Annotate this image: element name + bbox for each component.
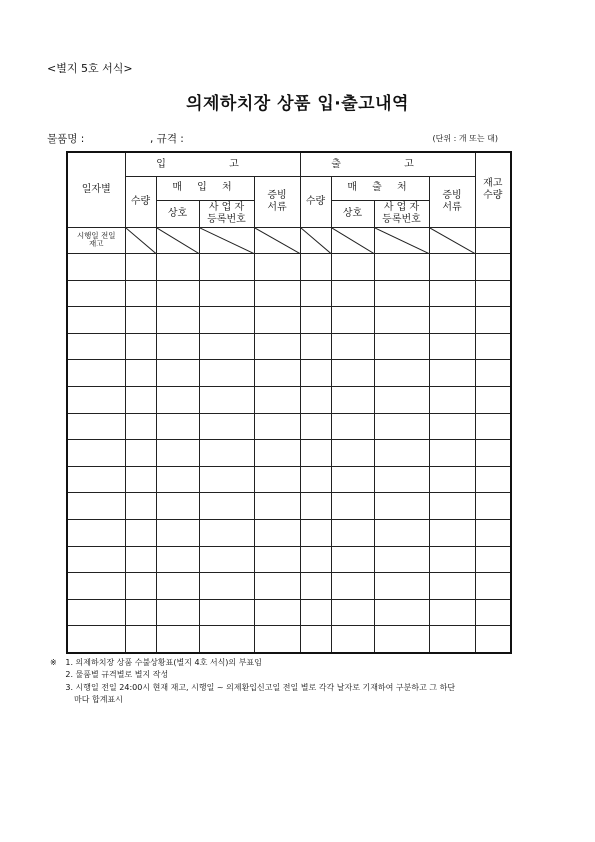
diagonal-line bbox=[200, 228, 254, 254]
table-cell[interactable] bbox=[254, 413, 300, 440]
table-cell[interactable] bbox=[67, 360, 125, 387]
diagonal-line bbox=[375, 228, 429, 254]
inbound-business-name-header: 상호 bbox=[156, 200, 199, 227]
diagonal-cell bbox=[429, 227, 475, 254]
diagonal-cell bbox=[156, 227, 199, 254]
table-cell[interactable] bbox=[429, 573, 475, 600]
table-cell[interactable] bbox=[331, 387, 374, 414]
table-cell[interactable] bbox=[374, 333, 429, 360]
diagonal-cell bbox=[125, 227, 156, 254]
table-row bbox=[67, 360, 511, 387]
diagonal-line bbox=[332, 228, 374, 254]
table-cell[interactable] bbox=[156, 254, 199, 281]
inbound-evidence-header bbox=[254, 176, 300, 227]
table-cell[interactable] bbox=[475, 599, 511, 626]
table-cell[interactable] bbox=[300, 466, 331, 493]
table-cell[interactable] bbox=[254, 466, 300, 493]
table-cell[interactable] bbox=[156, 440, 199, 467]
table-cell[interactable] bbox=[199, 546, 254, 573]
diagonal-cell bbox=[254, 227, 300, 254]
table-row bbox=[67, 307, 511, 334]
outbound-quantity-header: 수량 bbox=[300, 176, 331, 227]
table-cell[interactable] bbox=[475, 307, 511, 334]
table-cell[interactable] bbox=[125, 573, 156, 600]
note-item-1 bbox=[50, 657, 540, 669]
table-cell[interactable] bbox=[199, 573, 254, 600]
table-cell[interactable] bbox=[374, 387, 429, 414]
table-cell[interactable] bbox=[199, 280, 254, 307]
table-cell[interactable] bbox=[156, 520, 199, 547]
note-text: 물품별 규격별로 별지 작성 bbox=[75, 670, 169, 680]
reg-line2: 등록번호 bbox=[207, 213, 246, 225]
table-cell[interactable] bbox=[125, 546, 156, 573]
table-cell[interactable] bbox=[429, 546, 475, 573]
table-cell[interactable] bbox=[67, 493, 125, 520]
evidence-line1: 증빙 bbox=[267, 190, 287, 201]
table-cell[interactable] bbox=[374, 254, 429, 281]
table-cell[interactable] bbox=[199, 466, 254, 493]
table-row bbox=[67, 493, 511, 520]
table-cell[interactable] bbox=[475, 254, 511, 281]
table-cell[interactable] bbox=[429, 493, 475, 520]
stock-line2: 수량 bbox=[483, 189, 503, 201]
table-cell[interactable] bbox=[374, 599, 429, 626]
table-row bbox=[67, 626, 511, 653]
table-cell[interactable] bbox=[429, 413, 475, 440]
table-cell[interactable] bbox=[300, 360, 331, 387]
table-cell[interactable] bbox=[429, 440, 475, 467]
table-cell[interactable] bbox=[67, 307, 125, 334]
table-cell[interactable] bbox=[331, 413, 374, 440]
table-cell[interactable] bbox=[300, 333, 331, 360]
diagonal-line bbox=[301, 228, 331, 254]
reg-line1: 사 업 자 bbox=[383, 202, 420, 213]
table-cell[interactable] bbox=[374, 626, 429, 653]
table-cell[interactable] bbox=[475, 360, 511, 387]
table-row bbox=[67, 440, 511, 467]
table-cell[interactable] bbox=[156, 466, 199, 493]
note-item-3 bbox=[50, 682, 540, 694]
table-cell[interactable] bbox=[125, 280, 156, 307]
outbound-header: 출 고 bbox=[300, 152, 475, 176]
table-cell[interactable] bbox=[300, 280, 331, 307]
table-cell[interactable] bbox=[475, 520, 511, 547]
reg-line2: 등록번호 bbox=[382, 213, 421, 225]
table-cell[interactable] bbox=[199, 307, 254, 334]
table-cell[interactable] bbox=[156, 573, 199, 600]
table-cell[interactable] bbox=[125, 360, 156, 387]
diagonal-line bbox=[430, 228, 475, 254]
page-title: 의제하치장 상품 입·출고내역 bbox=[186, 94, 409, 114]
evidence-line2: 서류 bbox=[267, 201, 287, 213]
table-cell[interactable] bbox=[429, 626, 475, 653]
diagonal-line bbox=[157, 228, 199, 254]
table-cell[interactable] bbox=[429, 307, 475, 334]
table-cell[interactable] bbox=[429, 599, 475, 626]
table-cell[interactable] bbox=[199, 520, 254, 547]
table-cell[interactable] bbox=[254, 387, 300, 414]
evidence-line2: 서류 bbox=[442, 201, 462, 213]
table-cell[interactable] bbox=[156, 307, 199, 334]
stock-line1: 재고 bbox=[483, 178, 503, 190]
table-row bbox=[67, 280, 511, 307]
inbound-header: 입 고 bbox=[125, 152, 300, 176]
table-cell[interactable] bbox=[475, 227, 511, 254]
note-mark: ※ bbox=[50, 658, 57, 667]
table-cell[interactable] bbox=[374, 360, 429, 387]
table-cell[interactable] bbox=[67, 626, 125, 653]
table-cell[interactable] bbox=[429, 520, 475, 547]
table-cell[interactable] bbox=[67, 599, 125, 626]
table-cell[interactable] bbox=[125, 466, 156, 493]
table-cell[interactable] bbox=[125, 413, 156, 440]
table-cell[interactable] bbox=[254, 520, 300, 547]
seller-header: 매 입 처 bbox=[156, 176, 254, 200]
table-cell[interactable] bbox=[67, 440, 125, 467]
table-cell[interactable] bbox=[125, 307, 156, 334]
table-cell[interactable] bbox=[156, 493, 199, 520]
table-row bbox=[67, 546, 511, 573]
outbound-evidence-header bbox=[429, 176, 475, 227]
table-cell[interactable] bbox=[475, 626, 511, 653]
table-cell[interactable] bbox=[125, 387, 156, 414]
table-row bbox=[67, 573, 511, 600]
table-cell[interactable] bbox=[331, 573, 374, 600]
table-cell[interactable] bbox=[199, 413, 254, 440]
table-cell[interactable] bbox=[199, 493, 254, 520]
table-cell[interactable] bbox=[429, 387, 475, 414]
table-cell[interactable] bbox=[475, 466, 511, 493]
table-cell[interactable] bbox=[331, 333, 374, 360]
inbound-reg-number-header bbox=[199, 200, 254, 227]
note-text: 시행일 전일 24:00시 현재 재고, 시행일 ~ 의제환입신고일 전일 별로 각각 날자로 기재하여 구분하고 그 하단 bbox=[75, 682, 456, 692]
table-cell[interactable] bbox=[254, 573, 300, 600]
note-text: 의제하치장 상품 수불상황표(별지 4호 서식)의 부표임 bbox=[75, 658, 262, 667]
table-cell[interactable] bbox=[199, 333, 254, 360]
table-cell[interactable] bbox=[300, 520, 331, 547]
note-item-2 bbox=[50, 669, 540, 681]
table-cell[interactable] bbox=[429, 280, 475, 307]
table-cell[interactable] bbox=[429, 466, 475, 493]
table-cell[interactable] bbox=[125, 520, 156, 547]
table-cell[interactable] bbox=[300, 493, 331, 520]
diagonal-cell bbox=[199, 227, 254, 254]
table-cell[interactable] bbox=[331, 520, 374, 547]
inbound-quantity-header: 수량 bbox=[125, 176, 156, 227]
table-cell[interactable] bbox=[199, 387, 254, 414]
table-cell[interactable] bbox=[429, 254, 475, 281]
notes bbox=[50, 657, 540, 707]
diagonal-line bbox=[126, 228, 156, 254]
table-cell[interactable] bbox=[429, 333, 475, 360]
table-cell[interactable] bbox=[374, 546, 429, 573]
table-cell[interactable] bbox=[300, 599, 331, 626]
ledger-table bbox=[66, 151, 512, 654]
table-cell[interactable] bbox=[67, 280, 125, 307]
table-cell[interactable] bbox=[156, 546, 199, 573]
table-cell[interactable] bbox=[331, 360, 374, 387]
outbound-reg-number-header bbox=[374, 200, 429, 227]
opening-line1: 시행일 전일 bbox=[76, 230, 116, 240]
diagonal-line bbox=[255, 228, 300, 254]
table-cell[interactable] bbox=[67, 413, 125, 440]
table-cell[interactable] bbox=[331, 254, 374, 281]
table-cell[interactable] bbox=[300, 546, 331, 573]
table-cell[interactable] bbox=[67, 466, 125, 493]
table-cell[interactable] bbox=[475, 413, 511, 440]
note-number: 1. bbox=[65, 658, 73, 667]
table-cell[interactable] bbox=[125, 333, 156, 360]
table-cell[interactable] bbox=[475, 333, 511, 360]
table-cell[interactable] bbox=[67, 573, 125, 600]
table-cell[interactable] bbox=[67, 520, 125, 547]
table-cell[interactable] bbox=[199, 626, 254, 653]
table-row bbox=[67, 520, 511, 547]
table-cell[interactable] bbox=[125, 626, 156, 653]
table-cell[interactable] bbox=[254, 493, 300, 520]
table-cell[interactable] bbox=[254, 280, 300, 307]
table-cell[interactable] bbox=[199, 599, 254, 626]
table-cell[interactable] bbox=[475, 493, 511, 520]
table-cell[interactable] bbox=[331, 599, 374, 626]
table-cell[interactable] bbox=[300, 387, 331, 414]
table-cell[interactable] bbox=[475, 387, 511, 414]
table-cell[interactable] bbox=[254, 546, 300, 573]
table-cell[interactable] bbox=[429, 360, 475, 387]
table-row bbox=[67, 333, 511, 360]
table-cell[interactable] bbox=[254, 360, 300, 387]
opening-stock-row bbox=[67, 227, 511, 254]
table-cell[interactable] bbox=[125, 440, 156, 467]
table-cell[interactable] bbox=[254, 254, 300, 281]
table-cell[interactable] bbox=[156, 599, 199, 626]
table-cell[interactable] bbox=[254, 333, 300, 360]
unit-note: (단위 : 개 또는 대) bbox=[432, 134, 498, 143]
note-item-3-continued: 마다 합계표시 bbox=[74, 695, 123, 705]
table-cell[interactable] bbox=[300, 413, 331, 440]
table-cell[interactable] bbox=[156, 280, 199, 307]
table-cell[interactable] bbox=[331, 466, 374, 493]
table-cell[interactable] bbox=[300, 254, 331, 281]
table-row bbox=[67, 254, 511, 281]
table-cell[interactable] bbox=[331, 493, 374, 520]
table-cell[interactable] bbox=[156, 360, 199, 387]
table-cell[interactable] bbox=[67, 387, 125, 414]
diagonal-cell bbox=[300, 227, 331, 254]
table-cell[interactable] bbox=[300, 626, 331, 653]
table-cell[interactable] bbox=[331, 280, 374, 307]
outbound-business-name-header: 상호 bbox=[331, 200, 374, 227]
table-cell[interactable] bbox=[331, 307, 374, 334]
table-row bbox=[67, 413, 511, 440]
table-cell[interactable] bbox=[67, 546, 125, 573]
table-cell[interactable] bbox=[300, 573, 331, 600]
opening-line2: 재고 bbox=[89, 239, 104, 249]
table-cell[interactable] bbox=[475, 440, 511, 467]
table-cell[interactable] bbox=[374, 493, 429, 520]
table-cell[interactable] bbox=[125, 254, 156, 281]
table-row bbox=[67, 387, 511, 414]
table-cell[interactable] bbox=[374, 466, 429, 493]
table-cell[interactable] bbox=[199, 440, 254, 467]
table-cell[interactable] bbox=[300, 307, 331, 334]
table-cell[interactable] bbox=[254, 307, 300, 334]
table-cell[interactable] bbox=[125, 493, 156, 520]
note-number: 2. bbox=[65, 670, 73, 680]
table-cell[interactable] bbox=[254, 626, 300, 653]
table-cell[interactable] bbox=[300, 440, 331, 467]
date-header: 일자별 bbox=[67, 152, 125, 227]
item-name-label: 물품명 : bbox=[47, 133, 85, 145]
table-cell[interactable] bbox=[254, 599, 300, 626]
table-cell[interactable] bbox=[374, 280, 429, 307]
spec-label: , 규격 : bbox=[150, 133, 184, 145]
table-cell[interactable] bbox=[475, 573, 511, 600]
table-row bbox=[67, 466, 511, 493]
table-cell[interactable] bbox=[199, 254, 254, 281]
table-cell[interactable] bbox=[374, 307, 429, 334]
table-cell[interactable] bbox=[199, 360, 254, 387]
table-cell[interactable] bbox=[374, 573, 429, 600]
reg-line1: 사 업 자 bbox=[208, 202, 245, 213]
table-cell[interactable] bbox=[475, 546, 511, 573]
table-cell[interactable] bbox=[67, 254, 125, 281]
table-cell[interactable] bbox=[331, 626, 374, 653]
table-cell[interactable] bbox=[374, 413, 429, 440]
table-cell[interactable] bbox=[156, 626, 199, 653]
table-cell[interactable] bbox=[67, 333, 125, 360]
table-cell[interactable] bbox=[374, 440, 429, 467]
table-cell[interactable] bbox=[254, 440, 300, 467]
table-cell[interactable] bbox=[156, 387, 199, 414]
note-number: 3. bbox=[65, 682, 73, 692]
table-cell[interactable] bbox=[331, 440, 374, 467]
table-row bbox=[67, 599, 511, 626]
stock-quantity-header bbox=[475, 152, 511, 227]
table-cell[interactable] bbox=[156, 413, 199, 440]
table-cell[interactable] bbox=[374, 520, 429, 547]
table-cell[interactable] bbox=[156, 333, 199, 360]
table-cell[interactable] bbox=[125, 599, 156, 626]
diagonal-cell bbox=[374, 227, 429, 254]
table-cell[interactable] bbox=[475, 280, 511, 307]
form-label: <별지 5호 서식> bbox=[47, 62, 133, 75]
opening-stock-label bbox=[67, 227, 125, 254]
diagonal-cell bbox=[331, 227, 374, 254]
table-cell[interactable] bbox=[331, 546, 374, 573]
buyer-header: 매 출 처 bbox=[331, 176, 429, 200]
evidence-line1: 증빙 bbox=[442, 190, 462, 201]
